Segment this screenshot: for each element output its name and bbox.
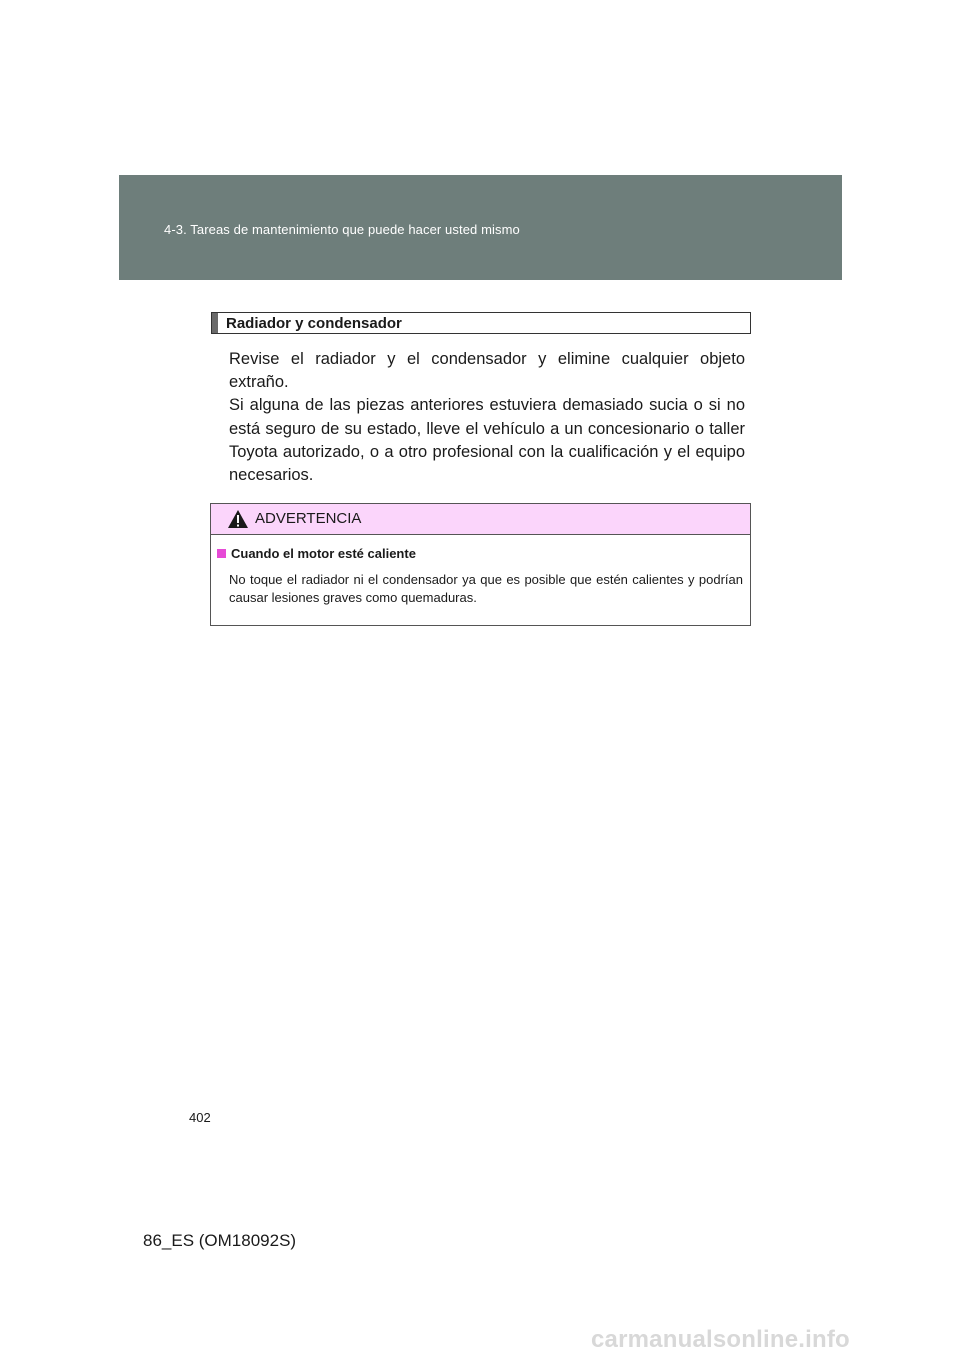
warning-box: [210, 503, 751, 626]
body-paragraph-1: Revise el radiador y el condensador y elimine cualquier objeto extraño.: [229, 350, 745, 392]
section-title: Radiador y condensador: [226, 314, 402, 332]
chapter-header-band: [119, 175, 842, 280]
chapter-breadcrumb: 4-3. Tareas de mantenimiento que puede hacer usted mismo: [164, 222, 520, 237]
warning-item-title-text: Cuando el motor esté caliente: [231, 546, 416, 561]
watermark: carmanualsonline.info: [591, 1326, 850, 1353]
body-paragraph-2: Si alguna de las piezas anteriores estuviera demasiado sucia o si no está seguro de su estado, lleve el vehículo a un concesionario o taller Toyota autorizado, o a otro profesional con la cualificación y el equipo necesarios.: [229, 396, 745, 485]
warning-item-title: [217, 546, 416, 561]
page-number: 402: [189, 1110, 211, 1125]
heading-marker: [212, 313, 218, 333]
warning-header: [211, 504, 750, 535]
section-body: [229, 348, 745, 487]
warning-triangle-icon: [227, 509, 249, 529]
warning-item-text: No toque el radiador ni el condensador ya que es posible que estén calientes y podrían causar lesiones graves como quemaduras.: [229, 572, 743, 605]
square-bullet-icon: [217, 549, 226, 558]
warning-title: ADVERTENCIA: [255, 510, 362, 527]
section-heading: [211, 312, 751, 334]
document-code: 86_ES (OM18092S): [143, 1231, 297, 1250]
